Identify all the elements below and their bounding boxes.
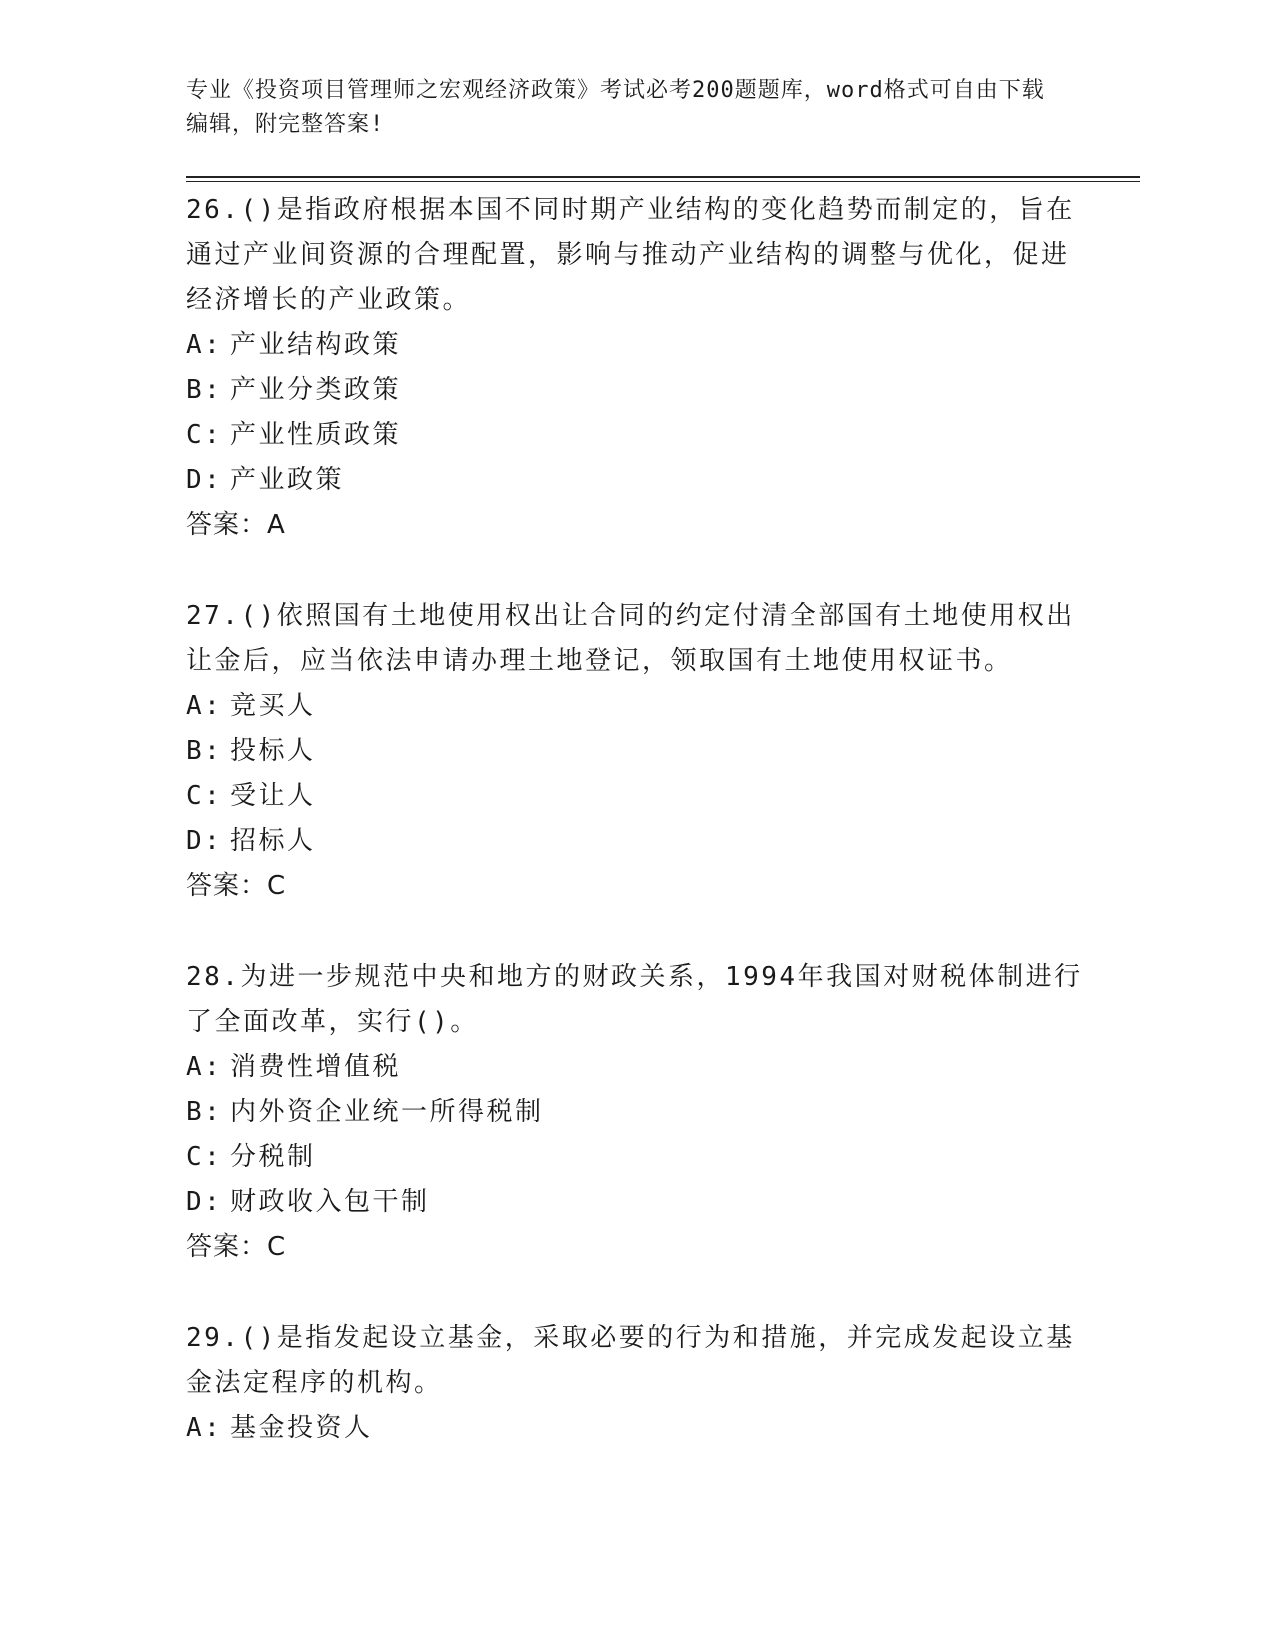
- option-text: 招标人: [230, 826, 316, 856]
- option-c: [186, 774, 1086, 819]
- option-label: D:: [186, 1187, 223, 1217]
- option-label: C:: [186, 420, 223, 450]
- option-text: 受让人: [230, 781, 316, 811]
- option-label: A:: [186, 330, 223, 360]
- answer-line: 答案：A: [186, 510, 286, 540]
- option-text: 产业政策: [230, 465, 345, 495]
- option-b: [186, 368, 1086, 413]
- option-text: 消费性增值税: [230, 1052, 402, 1082]
- option-label: D:: [186, 826, 223, 856]
- option-label: C:: [186, 781, 223, 811]
- option-label: D:: [186, 465, 223, 495]
- question-27: [186, 594, 1086, 909]
- option-a: [186, 684, 1086, 729]
- header-rule-thin: [186, 181, 1140, 182]
- question-text: 29.()是指发起设立基金，采取必要的行为和措施，并完成发起设立基金法定程序的机构。: [186, 1323, 1075, 1398]
- option-b: [186, 1090, 1086, 1135]
- option-label: B:: [186, 736, 223, 766]
- option-d: [186, 1180, 1086, 1225]
- document-intro: 专业《投资项目管理师之宏观经济政策》考试必考200题题库，word格式可自由下载编辑，附完整答案!: [186, 78, 1045, 137]
- question-text: 26.()是指政府根据本国不同时期产业结构的变化趋势而制定的，旨在通过产业间资源的合理配置，影响与推动产业结构的调整与优化，促进经济增长的产业政策。: [186, 195, 1075, 315]
- option-text: 产业性质政策: [230, 420, 402, 450]
- option-text: 财政收入包干制: [230, 1187, 430, 1217]
- question-text: 27.()依照国有土地使用权出让合同的约定付清全部国有土地使用权出让金后，应当依法申请办理土地登记，领取国有土地使用权证书。: [186, 601, 1075, 676]
- header-rule-thick: [186, 176, 1140, 178]
- question-text: 28.为进一步规范中央和地方的财政关系，1994年我国对财税体制进行了全面改革，实行()。: [186, 962, 1083, 1037]
- option-d: [186, 819, 1086, 864]
- option-c: [186, 413, 1086, 458]
- answer-line: 答案：C: [186, 871, 287, 901]
- option-label: B:: [186, 1097, 223, 1127]
- option-label: A:: [186, 1413, 223, 1443]
- option-text: 投标人: [230, 736, 316, 766]
- option-label: C:: [186, 1142, 223, 1172]
- option-text: 产业结构政策: [230, 330, 402, 360]
- option-text: 基金投资人: [230, 1413, 373, 1443]
- option-a: [186, 1406, 1086, 1451]
- option-text: 内外资企业统一所得税制: [230, 1097, 544, 1127]
- option-b: [186, 729, 1086, 774]
- question-26: [186, 188, 1086, 548]
- option-text: 分税制: [230, 1142, 316, 1172]
- option-a: [186, 1045, 1086, 1090]
- option-label: B:: [186, 375, 223, 405]
- option-d: [186, 458, 1086, 503]
- question-29: [186, 1316, 1086, 1451]
- option-c: [186, 1135, 1086, 1180]
- option-label: A:: [186, 1052, 223, 1082]
- option-text: 产业分类政策: [230, 375, 402, 405]
- option-text: 竞买人: [230, 691, 316, 721]
- option-a: [186, 323, 1086, 368]
- option-label: A:: [186, 691, 223, 721]
- answer-line: 答案：C: [186, 1232, 287, 1262]
- question-list: [186, 188, 1086, 1497]
- question-28: [186, 955, 1086, 1270]
